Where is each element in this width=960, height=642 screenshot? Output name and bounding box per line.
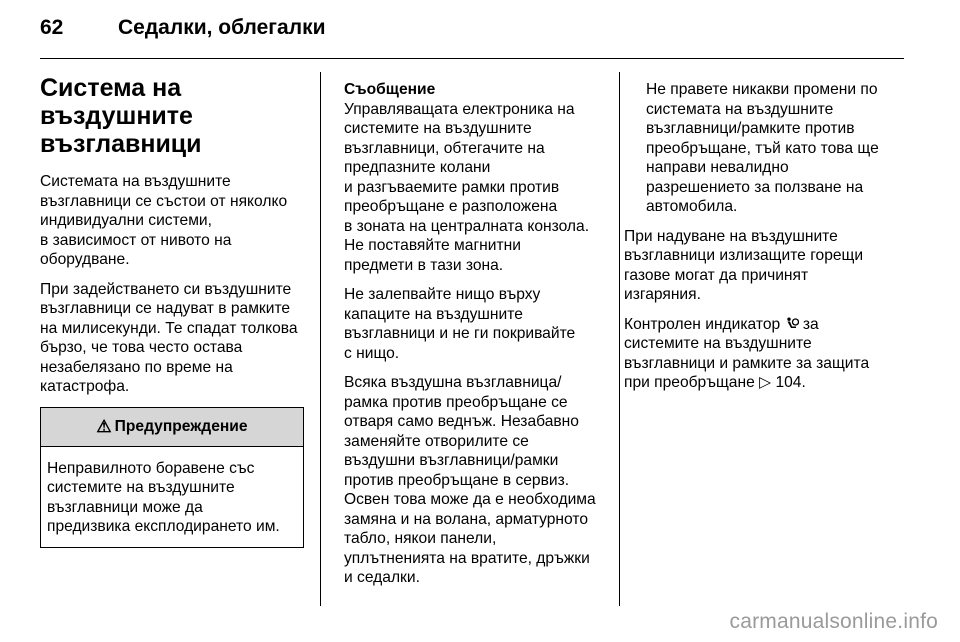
page-header [40,16,326,40]
paragraph: Управляващата електроника на системите на въздушните възглавници, обтегачите на предпазните колани и разгъваемите рамки против преобръщане е разположена в зоната на централната конзола. Не поставяйте магнитни предмети в тази зона. [344,100,590,274]
paragraph [624,315,904,393]
paragraph: При задействането си въздушните възглавници се надуват в рамките на милисекунди. Те спадат толкова бързо, че това често остава незабелязано по време на катастрофа. [40,280,298,395]
section-title: Система на въздушните възглавници [40,74,202,158]
paragraph: При надуване на въздушните възглавници излизащите горещи газове могат да причинят изгаряния. [624,227,864,303]
paragraph: Системата на въздушните възглавници се състои от няколко индивидуални системи, в зависимост от нивото на оборудване. [40,173,288,268]
watermark: carmanualsonline.info [729,610,938,633]
column-left [40,74,305,548]
page-reference-triangle-icon[interactable]: ▷ [759,374,772,391]
indicator-text: Контролен индикатор [624,315,781,333]
running-title: Седалки, облегалки [118,16,326,39]
page-number: 62 [40,16,64,39]
airbag-indicator-icon [785,317,799,331]
paragraph: Не правете никакви промени по системата на въздушните възглавници/рамките против преобръщане, тъй като това ще направи невалидно разрешението за ползване на автомобила. [646,81,879,215]
paragraph: Всяка въздушна възглавница/ рамка против преобръщане се отваря само веднъж. Незабавно заменяйте отворилите се въздушни възглавници/рамки против преобръщане в сервиз. Освен това може да е необходима замяна и на волана, арматурното табло, някои панели, уплътненията на вратите, дръжки и седалки. [344,374,596,586]
column-right [624,80,904,403]
column-divider [619,72,620,606]
warning-triangle-icon: ⚠ [96,416,112,436]
warning-box [40,407,304,548]
paragraph: Не залепвайте нищо върху капаците на въздушните възглавници и не ги покривайте с нищо. [344,286,576,362]
indicator-text-cont: за системите на въздушните възглавници и рамките за защита при преобръщане [624,315,870,391]
header-rule [40,58,904,59]
column-middle [344,80,609,598]
sentence-end: . [801,374,806,391]
indented-paragraph [624,80,904,217]
page-reference-link[interactable]: 104 [775,374,802,391]
column-divider [320,72,321,606]
warning-title: Предупреждение [114,417,248,435]
warning-header [41,408,303,447]
subheading: Съобщение [344,81,436,98]
warning-body: Неправилното боравене със системите на въздушните възглавници може да предизвика експлодирането им. [47,459,280,535]
